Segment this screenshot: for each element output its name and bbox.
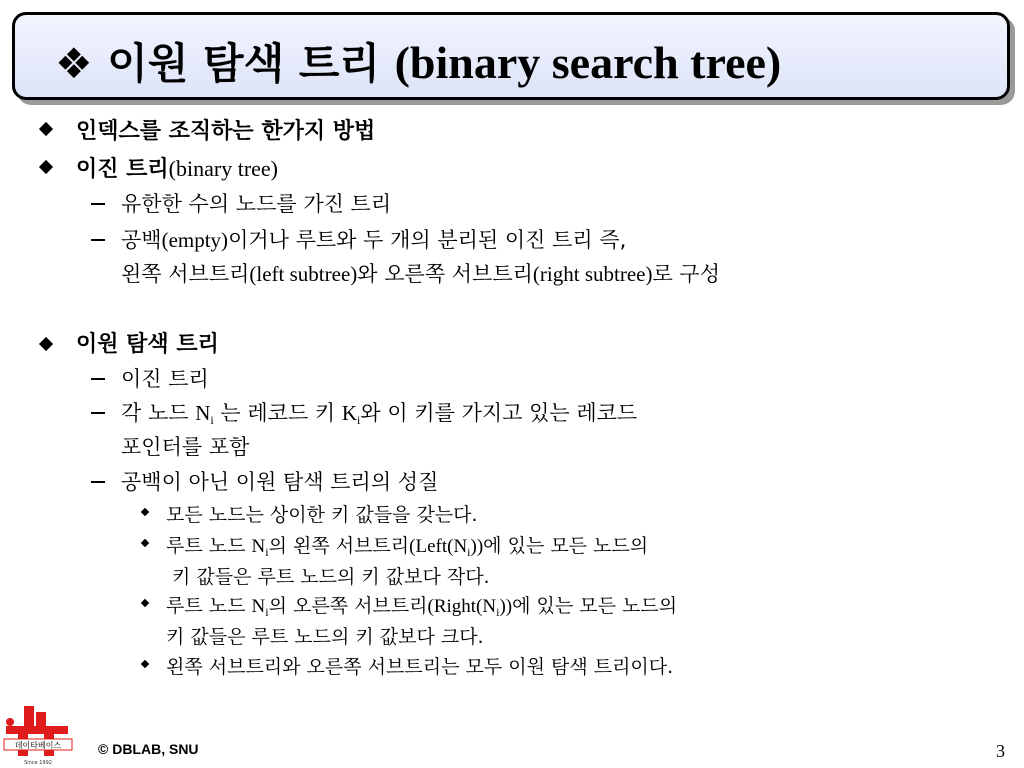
dash-icon [91, 203, 105, 205]
bst-def-1: 이진 트리 [121, 367, 209, 391]
footer-copyright: © DBLAB, SNU [98, 741, 199, 757]
binary-tree-def-2-cont: 왼쪽 서브트리(left subtree)와 오른쪽 서브트리(right subtree)로 구성 [121, 262, 721, 286]
dash-icon [91, 239, 105, 241]
bullet-diamond-icon [39, 337, 53, 351]
title-box [12, 12, 1010, 100]
small-diamond-icon [141, 599, 149, 607]
bst-property-1: 모든 노드는 상이한 키 값들을 갖는다. [166, 504, 478, 526]
logo-text: 데이타베이스 [14, 741, 62, 750]
small-diamond-icon [141, 539, 149, 547]
bullet-binary-tree: 이진 트리(binary tree) [76, 156, 278, 182]
dash-icon [91, 412, 105, 414]
bullet-bst: 이원 탐색 트리 [76, 332, 219, 357]
title-korean: 이원 탐색 트리 [107, 39, 380, 88]
binary-tree-def-2: 공백(empty)이거나 루트와 두 개의 분리된 이진 트리 즉, [121, 228, 627, 252]
bst-property-3: 루트 노드 $N_i$의 오른쪽 서브트리$(Right(N_i))$에 있는 모든 노드의 [166, 595, 678, 619]
bst-def-2-cont: 포인터를 포함 [121, 435, 250, 459]
bullet-diamond-icon [39, 160, 53, 174]
bst-def-3: 공백이 아닌 이원 탐색 트리의 성질 [121, 470, 439, 494]
dblab-logo [0, 700, 78, 768]
bst-property-2: 루트 노드 $N_i$의 왼쪽 서브트리$(Left(N_i))$에 있는 모든 노드의 [166, 535, 649, 559]
dash-icon [91, 481, 105, 483]
slide-title [55, 31, 781, 91]
small-diamond-icon [141, 508, 149, 516]
page-number: 3 [996, 741, 1005, 761]
title-symbol-icon: ❖ [55, 39, 93, 88]
bst-property-2-cont: 키 값들은 루트 노드의 키 값보다 작다. [172, 566, 490, 588]
bst-property-3-cont: 키 값들은 루트 노드의 키 값보다 크다. [166, 626, 484, 648]
binary-tree-def-1: 유한한 수의 노드를 가진 트리 [121, 192, 392, 216]
bullet-index-method: 인덱스를 조직하는 한가지 방법 [76, 119, 376, 144]
bst-property-4: 왼쪽 서브트리와 오른쪽 서브트리는 모두 이원 탐색 트리이다. [166, 656, 674, 678]
bst-def-2: 각 노드 $N_i$ 는 레코드 키 $K_i$와 이 키를 가지고 있는 레코드 [121, 401, 638, 427]
title-english: (binary search tree) [394, 37, 782, 88]
logo-since: Since 1992 [24, 760, 52, 766]
small-diamond-icon [141, 660, 149, 668]
dash-icon [91, 378, 105, 380]
bullet-diamond-icon [39, 122, 53, 136]
